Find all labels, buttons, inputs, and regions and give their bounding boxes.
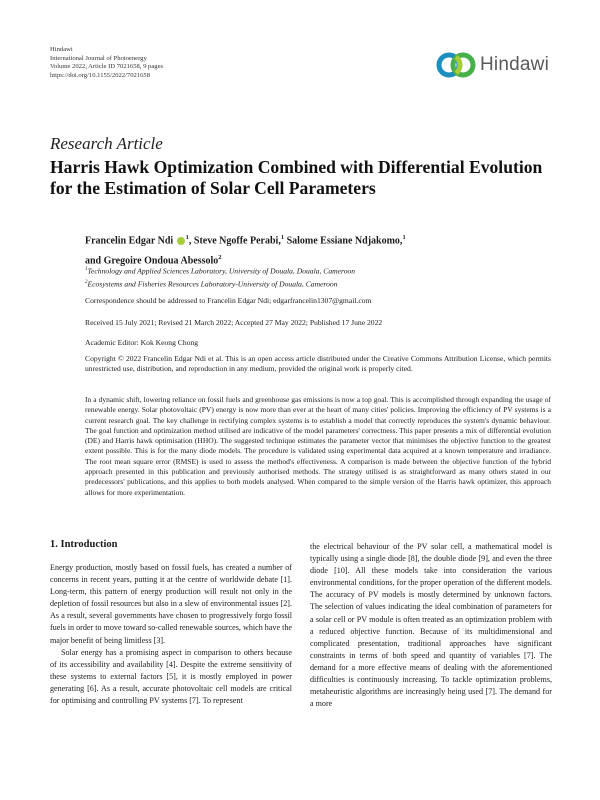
affiliations — [85, 264, 355, 289]
affiliation: $^2$Ecosystems and Fisheries Resources Laboratory-University of Douala, Cameroon — [85, 279, 338, 289]
section-title: Introduction — [60, 539, 118, 550]
left-column — [50, 562, 292, 707]
orcid-icon[interactable] — [177, 237, 185, 245]
author-sup: 2 — [218, 254, 222, 262]
right-column — [310, 541, 552, 710]
paragraph: Solar energy has a promising aspect in comparison to others because of its accessibility and availability [4]. Despite the extreme sensitivity of these systems to external factors [5], it is mostly employed in power generating [6]. As a result, accurate photovoltaic cell models are critical for optimising and controlling PV systems [7]. To represent — [50, 647, 292, 706]
volume-info: Volume 2022, Article ID 7021658, 9 pages — [50, 63, 164, 71]
affiliation: $^1$Technology and Applied Sciences Laboratory, University of Douala, Douala, Cameroon — [85, 266, 356, 276]
journal-name: International Journal of Photoenergy — [50, 54, 147, 62]
paper-title: Harris Hawk Optimization Combined with Differential Evolution for the Estimation of Solar Cell Parameters — [50, 157, 543, 198]
author-name[interactable]: Salome Essiane Ndjakomo, — [286, 235, 403, 247]
correspondence: Correspondence should be addressed to Francelin Edgar Ndi; edgarfrancelin1307@gmail.com — [85, 296, 372, 305]
abstract: In a dynamic shift, lowering reliance on fossil fuels and greenhouse gas emissions is now a top goal. This is accomplished through expanding the usage of renewable energy. Solar photovoltaic (PV) energy is now more than ever at the heart of many cities' policies. Improving the efficiency of PV systems is a current research goal. The key challenge in rectifying complex systems is to establish a model that correctly reproduces the system's dynamic behaviour. The goal function and optimization method utilised are indicative of the model parameters' correctness. This paper presents a mix of differential evolution (DE) and Harris hawk optimisation (HHO). The suggested technique estimates the parameter vector that minimises the objective function to the greatest extent possible. This is for the many diode models. The procedure is validated using experimental data acquired at a known temperature and irradiance. The root mean square error (RMSE) is used to assess the method's effectiveness. A comparison is made between the objective function of the hybrid approach presented in this publication and previously authorised methods. The strategy utilised is as straightforward as many others stated in our predecessors' publications, and this applies to both models analysed. When compared to the simple version of the Harris hawk optimizer, this approach allows for more experimentation. — [85, 395, 551, 497]
author-sup: 1 — [402, 234, 406, 241]
hindawi-logo — [436, 48, 556, 82]
paragraph: Energy production, mostly based on fossil fuels, has created a number of concerns in recent years, putting it at the centre of worldwide debate [1]. Long-term, this pattern of energy production will result not only in the depletion of fossil resources but also in a slew of environmental issues [2]. As a result, several governments have chosen to progressively forgo fossil fuels in order to move toward so-called renewable sources, which have the major benefit of being limitless [3]. — [50, 563, 292, 645]
doi-link[interactable]: https://doi.org/10.1155/2022/7021658 — [50, 71, 151, 79]
author-name[interactable]: Francelin Edgar Ndi — [85, 235, 174, 247]
logo-wordmark: Hindawi — [480, 54, 549, 75]
article-type: Research Article — [50, 134, 163, 153]
author-sup: 1 — [280, 234, 285, 241]
section-number: 1. — [50, 539, 58, 550]
journal-header — [50, 46, 163, 80]
author-sup: 1 — [185, 234, 189, 241]
hindawi-logo-icon — [436, 48, 478, 82]
publisher-name: Hindawi — [50, 46, 73, 53]
author-list: Francelin Edgar Ndi $^1$, Steve Ngoffe Perabi,$^1$ Salome Essiane Ndjakomo,$^1$ and Gregoire Ondoua Abessolo$^2$ — [85, 234, 406, 267]
author-name[interactable]: Steve Ngoffe Perabi, — [193, 235, 281, 247]
copyright-notice: Copyright © 2022 Francelin Edgar Ndi et al. This is an open access article distributed under the Creative Commons Attribution License, which permits unrestricted use, distribution, and reproduction in any medium, provided the original work is properly cited. — [85, 354, 551, 374]
section-heading — [50, 539, 118, 550]
academic-editor: Academic Editor: Kok Keong Chong — [85, 338, 199, 347]
paragraph: the electrical behaviour of the PV solar cell, a mathematical model is typically using a single diode [8], the double diode [9], and even the three diode [10]. All these models take into consideration the various environmental conditions, for the proper operation of the different models. The accuracy of PV models is mostly determined by unknown factors. The selection of values indicating the ideal combination of parameters for a solar cell or PV module is often treated as an optimization problem with a reduced objective function. Because of its multidimensional and complicated presentation, traditional approaches have significant constraints in terms of both speed and quantity of variables [7]. The demand for a more effective means of dealing with the aforementioned difficulties is continuously increasing. To tackle optimization problems, metaheuristic algorithms are increasingly being used [7]. The demand for a more — [310, 542, 552, 709]
publication-dates: Received 15 July 2021; Revised 21 March 2022; Accepted 27 May 2022; Published 17 June 2022 — [85, 318, 383, 327]
author-name[interactable]: and Gregoire Ondoua Abessolo — [85, 255, 219, 267]
